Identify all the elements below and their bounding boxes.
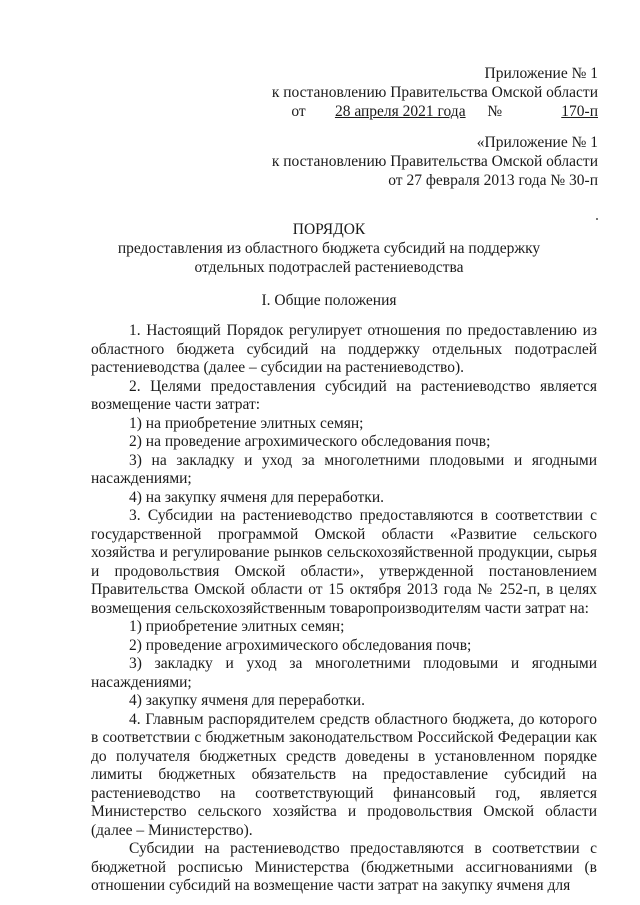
list-item-2-2: 2) на проведение агрохимического обследования почв;: [129, 433, 491, 450]
previous-appendix-title: «Приложение № 1: [476, 134, 598, 151]
previous-resolution-ref: к постановлению Правительства Омской области: [271, 153, 598, 170]
paragraph-4: 4. Главным распорядителем средств областного бюджета, до которого в соответствии с бюджетным законодательством Российской Федерации как до получателя бюджетных средств доведены в установленном порядке лимиты бюджетных обязательств на предоставление субсидий на растениеводство на соответствующий финансовый год, является Министерство сельского хозяйства и продовольствия Омской области (далее – Министерство).: [91, 710, 597, 839]
previous-resolution-date: от 27 февраля 2013 года № 30-п: [388, 172, 598, 189]
list-item-3-1: 1) приобретение элитных семян;: [129, 618, 345, 635]
list-item-3-2: 2) проведение агрохимического обследования почв;: [129, 636, 472, 654]
appendix-date-line: [272, 102, 598, 121]
paragraph-1: 1. Настоящий Порядок регулирует отношения по предоставлению из областного бюджета субсидий на поддержку отдельных подотраслей растениеводства (далее – субсидии на растениеводство).: [91, 322, 597, 376]
paragraph-3: 3. Субсидии на растениеводство предоставляются в соответствии с государственной программой Омской области «Развитие сельского хозяйства и регулирование рынков сельскохозяйственной продукции, сырья и продовольствия Омской области», утвержденной постановлением Правительства Омской области от 15 октября 2013 года № 252-п, в целях возмещения сельскохозяйственным товаропроизводителям части затрат на:: [91, 507, 597, 617]
section-heading: I. Общие положения: [261, 292, 397, 309]
appendix-resolution-ref: к постановлению Правительства Омской области: [271, 84, 598, 101]
appendix-title: Приложение № 1: [484, 65, 598, 82]
paragraph-2: 2. Целями предоставления субсидий на растениеводство является возмещение части затрат:: [91, 377, 597, 413]
appendix-header: [272, 64, 598, 121]
title-subtitle-line1: предоставления из областного бюджета субсидий на поддержку: [117, 240, 541, 257]
list-item-2-4: 4) на закупку ячменя для переработки.: [129, 488, 385, 506]
paragraph-5: Субсидии на растениеводство предоставляются в соответствии с бюджетной росписью Министерства (бюджетными ассигнованиями (в отношении субсидий на возмещение части затрат на закупку ячменя для: [91, 840, 597, 894]
number-sign: №: [487, 103, 503, 120]
resolution-number: 170-п: [561, 103, 598, 120]
list-item-3-4: 4) закупку ячменя для переработки.: [129, 692, 365, 709]
title-main: ПОРЯДОК: [292, 221, 366, 238]
list-item-2-1: 1) на приобретение элитных семян;: [129, 414, 364, 432]
date-prefix: от: [291, 103, 306, 120]
list-item-3-3: 3) закладку и уход за многолетними плодовыми и ягодными насаждениями;: [91, 655, 597, 691]
previous-appendix-header: [272, 133, 598, 190]
document-body: [91, 322, 597, 896]
title-subtitle-line2: отдельных подотраслей растениеводства: [194, 259, 464, 276]
resolution-date: 28 апреля 2021 года: [334, 103, 466, 120]
list-item-2-3: 3) на закладку и уход за многолетними плодовыми и ягодными насаждениями;: [91, 451, 597, 487]
document-title: [60, 220, 598, 277]
